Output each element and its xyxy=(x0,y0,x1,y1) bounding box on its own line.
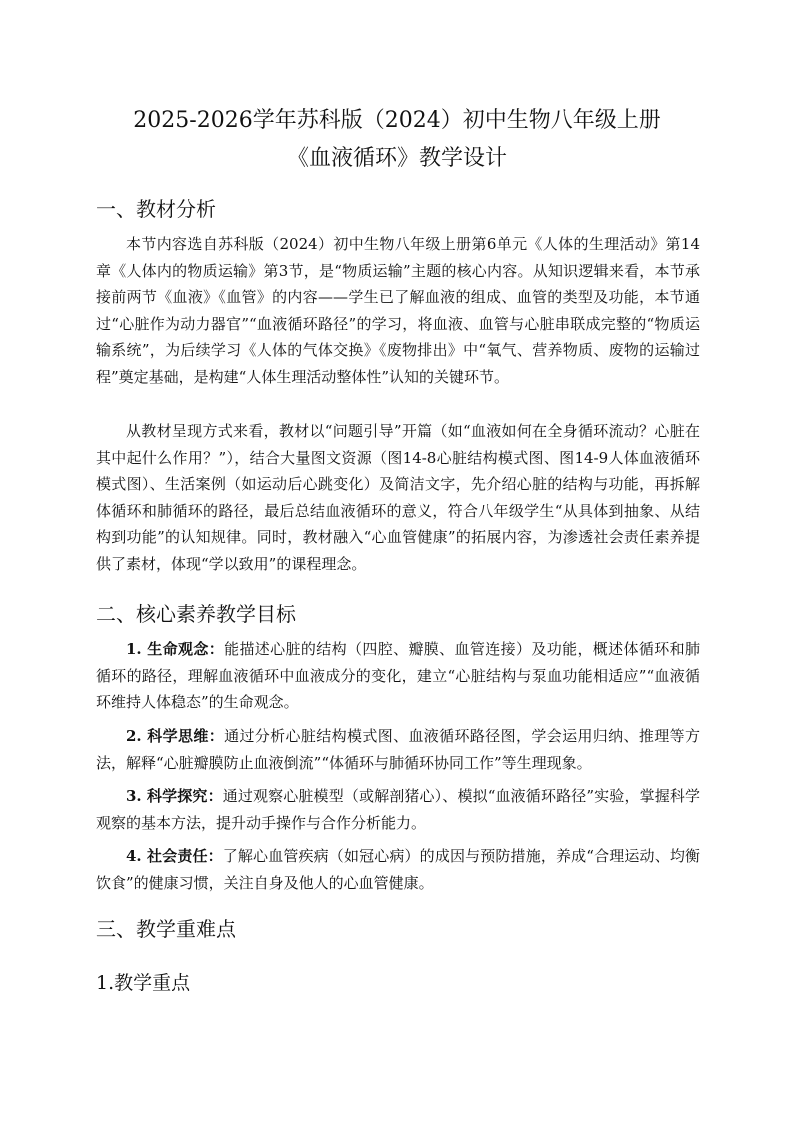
objective-item-social-responsibility xyxy=(96,843,700,896)
objective-text: 了解心血管疾病（如冠心病）的成因与预防措施，养成“合理运动、均衡饮食”的健康习惯，关注自身及他人的心血管健康。 xyxy=(96,847,700,892)
objective-item-life-concept xyxy=(96,636,700,716)
document-title-line-1: 2025-2026学年苏科版（2024）初中生物八年级上册 xyxy=(133,108,661,133)
objective-item-scientific-thinking xyxy=(96,723,700,776)
section-heading-textbook-analysis: 一、教材分析 xyxy=(96,197,216,221)
section-heading-core-objectives: 二、核心素养教学目标 xyxy=(96,602,296,626)
objective-label: 3. 科学探究： xyxy=(126,787,223,805)
paragraph-textbook-content: 本节内容选自苏科版（2024）初中生物八年级上册第6单元《人体的生理活动》第14章《人体内的物质运输》第3节，是“物质运输”主题的核心内容。从知识逻辑来看，本节承接前两节《血液》《血管》的内容——学生已了解血液的组成、血管的类型及功能，本节通过“心脏作为动力器官”“血液循环路径”的学习，将血液、血管与心脏串联成完整的“物质运输系统”，为后续学习《人体的气体交换》《废物排出》中“氧气、营养物质、废物的运输过程”奠定基础，是构建“人体生理活动整体性”认知的关键环节。 xyxy=(96,235,700,386)
document-title-line-2: 《血液循环》教学设计 xyxy=(286,146,507,171)
paragraph-textbook-presentation: 从教材呈现方式来看，教材以“问题引导”开篇（如“血液如何在全身循环流动？心脏在其中起什么作用？”），结合大量图文资源（图14-8心脏结构模式图、图14-9人体血液循环模式图）、生活案例（如运动后心跳变化）及简洁文字，先介绍心脏的结构与功能，再拆解体循环和肺循环的路径，最后总结血液循环的意义，符合八年级学生“从具体到抽象、从结构到功能”的认知规律。同时，教材融入“心血管健康”的拓展内容，为渗透社会责任素养提供了素材，体现“学以致用”的课程理念。 xyxy=(96,422,700,573)
subheading-teaching-focus: 1.教学重点 xyxy=(96,972,191,994)
objective-label: 2. 科学思维： xyxy=(126,727,225,745)
objective-text: 能描述心脏的结构（四腔、瓣膜、血管连接）及功能，概述体循环和肺循环的路径，理解血液循环中血液成分的变化，建立“心脏结构与泵血功能相适应”“血液循环维持人体稳态”的生命观念。 xyxy=(96,640,700,711)
objective-text: 通过观察心脏模型（或解剖猪心）、模拟“血液循环路径”实验，掌握科学观察的基本方法，提升动手操作与合作分析能力。 xyxy=(96,787,700,832)
section-heading-key-difficult-points: 三、教学重难点 xyxy=(96,917,236,941)
objective-item-scientific-inquiry xyxy=(96,783,700,836)
objective-label: 1. 生命观念： xyxy=(126,640,225,658)
objective-text: 通过分析心脏结构模式图、血液循环路径图，学会运用归纳、推理等方法，解释“心脏瓣膜防止血液倒流”“体循环与肺循环协同工作”等生理现象。 xyxy=(96,727,700,772)
objective-label: 4. 社会责任： xyxy=(126,847,223,865)
